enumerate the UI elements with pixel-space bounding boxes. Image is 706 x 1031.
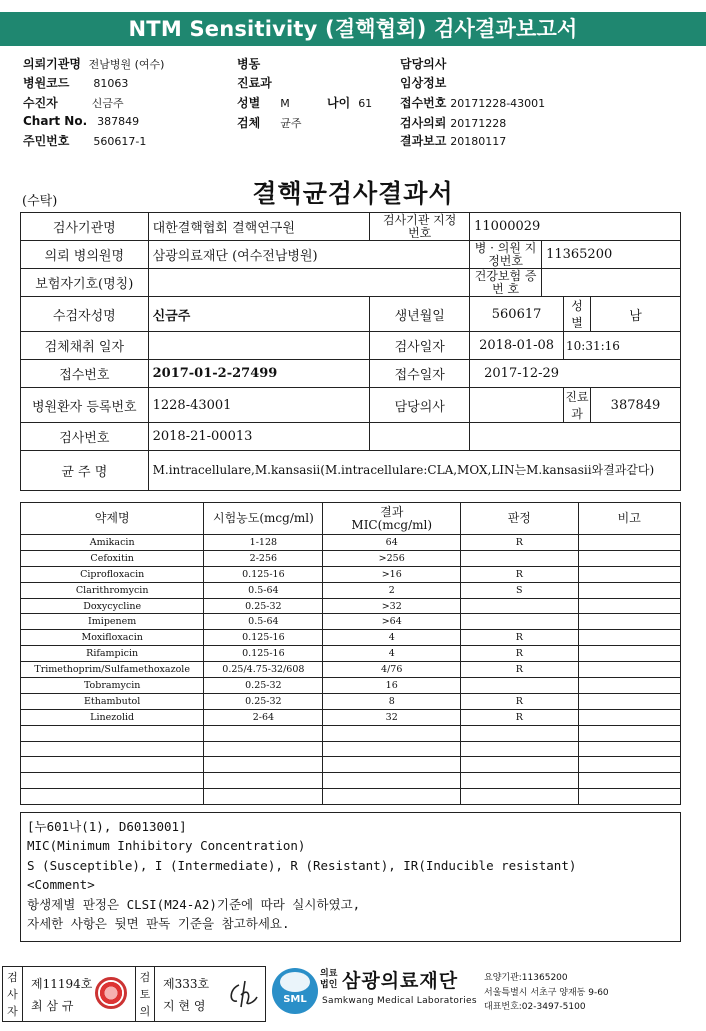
drug-name: Cefoxitin bbox=[21, 550, 204, 566]
drug-row bbox=[21, 566, 681, 582]
logo-text: SML bbox=[283, 994, 307, 1005]
mic-value: >256 bbox=[323, 550, 461, 566]
telephone: 대표번호:02-3497-5100 bbox=[484, 1002, 586, 1012]
remark bbox=[578, 789, 680, 805]
lab-no-value: 11000029 bbox=[470, 213, 681, 241]
col-range: 시험농도(mcg/ml) bbox=[204, 503, 323, 535]
drug-name: Ciprofloxacin bbox=[21, 566, 204, 582]
interpretation bbox=[461, 789, 579, 805]
note-line: 항생제별 판정은 CLSI(M24-A2)기준에 따라 실시하였고, bbox=[27, 896, 361, 912]
meta-hospital-code: 병원코드 81063 bbox=[23, 76, 129, 90]
test-range bbox=[204, 773, 323, 789]
meta-report-date: 결과보고 20180117 bbox=[400, 134, 507, 148]
interpretation bbox=[461, 741, 579, 757]
drug-row bbox=[21, 773, 681, 789]
drug-row bbox=[21, 535, 681, 551]
test-time-value: 10:31:16 bbox=[564, 332, 681, 360]
interpretation: R bbox=[461, 709, 579, 725]
test-range bbox=[204, 725, 323, 741]
meta-resident-no: 주민번호 560617-1 bbox=[23, 134, 147, 148]
interpretation: R bbox=[461, 662, 579, 678]
drug-row bbox=[21, 582, 681, 598]
mic-value: 16 bbox=[323, 678, 461, 694]
test-range: 2-256 bbox=[204, 550, 323, 566]
meta-department: 진료과 bbox=[237, 76, 272, 90]
lab-no-label: 검사기관 지정번호 bbox=[370, 213, 470, 241]
mic-value bbox=[323, 757, 461, 773]
reviewer-label: 검토의 bbox=[135, 967, 155, 1021]
reviewer-name: 지 현 영 bbox=[163, 999, 206, 1013]
report-title: 결핵균검사결과서 bbox=[252, 179, 454, 208]
patient-name-label: 수검자성명 bbox=[21, 297, 149, 332]
remark bbox=[578, 566, 680, 582]
interpretation bbox=[461, 773, 579, 789]
meta-accession-no: 접수번호 20171228-43001 bbox=[400, 96, 546, 110]
test-range bbox=[204, 757, 323, 773]
interpretation bbox=[461, 598, 579, 614]
drug-name: Moxifloxacin bbox=[21, 630, 204, 646]
org-prefix: 의료 법인 bbox=[320, 969, 338, 990]
remark bbox=[578, 741, 680, 757]
interpretation: R bbox=[461, 693, 579, 709]
signature-box bbox=[2, 966, 266, 1022]
meta-ward: 병동 bbox=[237, 57, 261, 71]
consignment-label: (수탁) bbox=[22, 194, 58, 209]
mic-value bbox=[323, 789, 461, 805]
test-date-label: 검사일자 bbox=[370, 332, 470, 360]
drug-row bbox=[21, 646, 681, 662]
drug-row bbox=[21, 630, 681, 646]
registration-value: 1228-43001 bbox=[148, 388, 370, 423]
test-range bbox=[204, 789, 323, 805]
test-range: 0.25/4.75-32/608 bbox=[204, 662, 323, 678]
meta-chart-no: Chart No. 387849 bbox=[23, 114, 140, 128]
remark bbox=[578, 709, 680, 725]
meta-age: 나이 61 bbox=[327, 96, 373, 110]
mic-value: 64 bbox=[323, 535, 461, 551]
lab-label: 검사기관명 bbox=[21, 213, 149, 241]
accession-value: 2017-01-2-27499 bbox=[148, 360, 370, 388]
meta-clinical-info: 임상정보 bbox=[400, 76, 447, 90]
sml-logo-icon bbox=[272, 968, 318, 1018]
drug-row bbox=[21, 614, 681, 630]
mic-value bbox=[323, 741, 461, 757]
mic-value: 32 bbox=[323, 709, 461, 725]
footer bbox=[2, 966, 704, 1022]
drug-name bbox=[21, 773, 204, 789]
drug-row bbox=[21, 741, 681, 757]
meta-sex: 성별 M bbox=[237, 96, 290, 110]
collection-date-value bbox=[148, 332, 370, 360]
reviewer-license: 제333호 bbox=[163, 977, 210, 991]
interpretation: S bbox=[461, 582, 579, 598]
org-english: Samkwang Medical Laboratories bbox=[322, 996, 477, 1006]
patient-info-table bbox=[20, 212, 681, 491]
receive-date-value: 2017-12-29 bbox=[470, 360, 681, 388]
dept-value: 387849 bbox=[591, 388, 681, 423]
drug-name: Amikacin bbox=[21, 535, 204, 551]
test-range: 1-128 bbox=[204, 535, 323, 551]
drug-row bbox=[21, 550, 681, 566]
drug-row bbox=[21, 709, 681, 725]
remark bbox=[578, 646, 680, 662]
remark bbox=[578, 535, 680, 551]
remark bbox=[578, 678, 680, 694]
patient-name-value: 신금주 bbox=[148, 297, 370, 332]
examiner-label: 검사자 bbox=[3, 967, 23, 1021]
interpretation: R bbox=[461, 566, 579, 582]
drug-row bbox=[21, 757, 681, 773]
remark bbox=[578, 614, 680, 630]
drug-name: Tobramycin bbox=[21, 678, 204, 694]
test-range: 0.25-32 bbox=[204, 598, 323, 614]
report-header: NTM Sensitivity (결핵협회) 검사결과보고서 bbox=[0, 12, 706, 46]
interpretation bbox=[461, 725, 579, 741]
drug-name bbox=[21, 741, 204, 757]
mic-value: >16 bbox=[323, 566, 461, 582]
test-date-value: 2018-01-08 bbox=[470, 332, 564, 360]
remark bbox=[578, 773, 680, 789]
hospital-no-label: 병 · 의원 지정번호 bbox=[470, 241, 542, 269]
hospital-no-value: 11365200 bbox=[542, 241, 681, 269]
drug-name bbox=[21, 757, 204, 773]
note-line: [누601나(1), D6013001] bbox=[27, 819, 187, 834]
drug-row bbox=[21, 678, 681, 694]
test-range: 0.5-64 bbox=[204, 582, 323, 598]
col-drug: 약제명 bbox=[21, 503, 204, 535]
meta-request-date: 검사의뢰 20171228 bbox=[400, 116, 507, 130]
hospital-value: 삼광의료재단 (여수전남병원) bbox=[148, 241, 470, 269]
meta-doctor: 담당의사 bbox=[400, 57, 447, 71]
meta-institution: 의뢰기관명 전남병원 (여수) bbox=[23, 57, 165, 71]
test-range: 0.125-16 bbox=[204, 646, 323, 662]
receive-date-label: 접수일자 bbox=[370, 360, 470, 388]
drug-row bbox=[21, 598, 681, 614]
mic-value: >32 bbox=[323, 598, 461, 614]
mic-value: 4 bbox=[323, 630, 461, 646]
mic-value bbox=[323, 773, 461, 789]
collection-date-label: 검체채취 일자 bbox=[21, 332, 149, 360]
interpretation bbox=[461, 678, 579, 694]
remark bbox=[578, 662, 680, 678]
drug-name: Imipenem bbox=[21, 614, 204, 630]
hospital-label: 의뢰 병의원명 bbox=[21, 241, 149, 269]
test-range: 0.5-64 bbox=[204, 614, 323, 630]
drug-name bbox=[21, 789, 204, 805]
drug-row bbox=[21, 662, 681, 678]
remark bbox=[578, 725, 680, 741]
mic-value: >64 bbox=[323, 614, 461, 630]
insurer-label: 보험자기호(명칭) bbox=[21, 269, 149, 297]
signature-icon bbox=[225, 979, 261, 1011]
drug-name: Trimethoprim/Sulfamethoxazole bbox=[21, 662, 204, 678]
seal-icon bbox=[95, 977, 127, 1009]
accession-label: 접수번호 bbox=[21, 360, 149, 388]
remark bbox=[578, 550, 680, 566]
drug-name: Rifampicin bbox=[21, 646, 204, 662]
susceptibility-table bbox=[20, 502, 681, 805]
health-insurance-label: 건강보험 증 번 호 bbox=[470, 269, 542, 297]
mic-value: 4/76 bbox=[323, 662, 461, 678]
sex-value: 남 bbox=[591, 297, 681, 332]
dob-label: 생년월일 bbox=[370, 297, 470, 332]
note-line: MIC(Minimum Inhibitory Concentration) bbox=[27, 838, 306, 854]
meta-patient: 수진자 신금주 bbox=[23, 96, 124, 110]
insurer-value bbox=[148, 269, 470, 297]
remark bbox=[578, 598, 680, 614]
col-note: 비고 bbox=[578, 503, 680, 535]
interpretation bbox=[461, 757, 579, 773]
strain-label: 균 주 명 bbox=[21, 451, 149, 491]
drug-name: Ethambutol bbox=[21, 693, 204, 709]
remark bbox=[578, 630, 680, 646]
health-insurance-value bbox=[542, 269, 681, 297]
drug-name: Clarithromycin bbox=[21, 582, 204, 598]
examiner-name: 최 삼 규 bbox=[31, 999, 74, 1013]
interpretation bbox=[461, 614, 579, 630]
interpretation: R bbox=[461, 646, 579, 662]
test-range: 0.25-32 bbox=[204, 678, 323, 694]
dob-value: 560617 bbox=[470, 297, 564, 332]
dept-label: 진료과 bbox=[564, 388, 591, 423]
test-range: 2-64 bbox=[204, 709, 323, 725]
examiner-license: 제11194호 bbox=[31, 977, 93, 991]
mic-value: 8 bbox=[323, 693, 461, 709]
org-name: 삼광의료재단 bbox=[342, 970, 459, 992]
note-line: <Comment> bbox=[27, 877, 95, 893]
test-range: 0.25-32 bbox=[204, 693, 323, 709]
remark bbox=[578, 582, 680, 598]
facility-code: 요양기관:11365200 bbox=[484, 973, 568, 983]
note-line: 자세한 사항은 뒷면 판독 기준을 참고하세요. bbox=[27, 916, 290, 932]
drug-row bbox=[21, 693, 681, 709]
interpretation: R bbox=[461, 535, 579, 551]
sex-label: 성별 bbox=[564, 297, 591, 332]
test-no-label: 검사번호 bbox=[21, 423, 149, 451]
strain-value: M.intracellulare,M.kansasii(M.intracellulare:CLA,MOX,LIN는M.kansasii와결과같다) bbox=[148, 451, 680, 491]
test-range: 0.125-16 bbox=[204, 630, 323, 646]
interpretation bbox=[461, 550, 579, 566]
mic-value: 4 bbox=[323, 646, 461, 662]
test-range bbox=[204, 741, 323, 757]
drug-name: Linezolid bbox=[21, 709, 204, 725]
drug-row bbox=[21, 725, 681, 741]
drug-name bbox=[21, 725, 204, 741]
note-line: S (Susceptible), I (Intermediate), R (Resistant), IR(Inducible resistant) bbox=[27, 857, 577, 873]
interpretation: R bbox=[461, 630, 579, 646]
col-interp: 판정 bbox=[461, 503, 579, 535]
address: 서울특별시 서초구 양재동 9-60 bbox=[484, 988, 609, 998]
mic-value bbox=[323, 725, 461, 741]
notes-box bbox=[20, 812, 681, 942]
col-mic: 결과 MIC(mcg/ml) bbox=[323, 503, 461, 535]
drug-row bbox=[21, 789, 681, 805]
meta-specimen: 검체 균주 bbox=[237, 116, 302, 130]
test-range: 0.125-16 bbox=[204, 566, 323, 582]
test-no-value: 2018-21-00013 bbox=[148, 423, 370, 451]
doctor-value bbox=[470, 388, 564, 423]
remark bbox=[578, 757, 680, 773]
lab-value: 대한결핵협회 결핵연구원 bbox=[148, 213, 370, 241]
drug-name: Doxycycline bbox=[21, 598, 204, 614]
registration-label: 병원환자 등록번호 bbox=[21, 388, 149, 423]
doctor-label: 담당의사 bbox=[370, 388, 470, 423]
remark bbox=[578, 693, 680, 709]
mic-value: 2 bbox=[323, 582, 461, 598]
